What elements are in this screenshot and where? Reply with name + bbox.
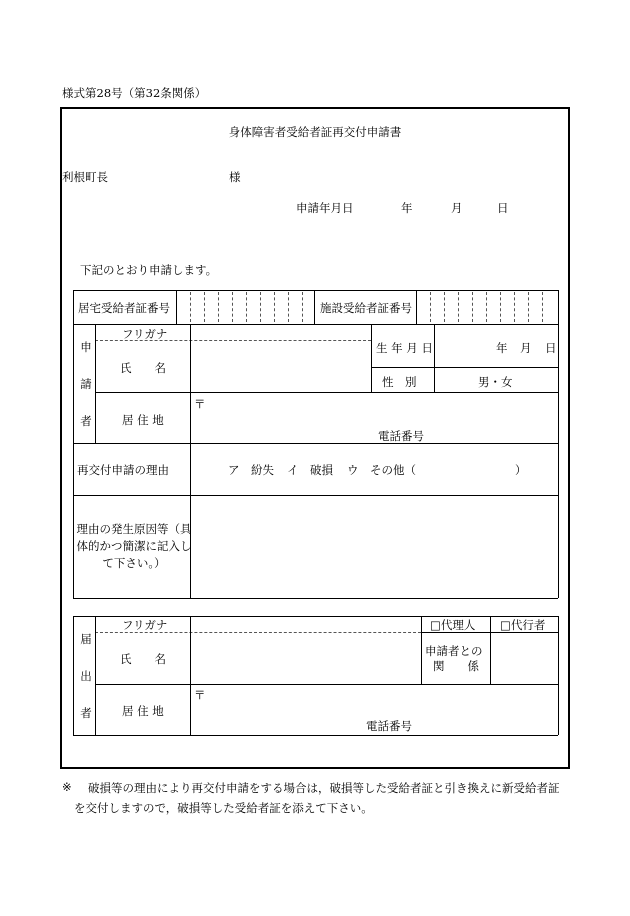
notifier-address-field[interactable] xyxy=(191,685,557,734)
form-title: 身体障害者受給者証再交付申請書 xyxy=(228,125,402,139)
reason-other-option[interactable]: ウ その他（ xyxy=(347,463,416,477)
birth-year: 年 xyxy=(496,341,508,355)
notifier-furigana-label: フリガナ xyxy=(122,618,168,632)
cause-field[interactable] xyxy=(191,496,557,597)
notifier-side-char-3: 者 xyxy=(80,706,92,720)
applicant-side-char-2: 請 xyxy=(80,377,92,391)
applicant-postal-mark: 〒 xyxy=(194,397,206,411)
applicant-address-label: 居 住 地 xyxy=(122,413,164,427)
date-month: 月 xyxy=(451,201,463,215)
applicant-name-field[interactable] xyxy=(191,325,370,391)
notifier-side-char-1: 届 xyxy=(80,632,92,646)
applicant-side-char-1: 申 xyxy=(80,340,92,354)
date-label: 申請年月日 xyxy=(296,201,354,215)
date-day: 日 xyxy=(497,201,509,215)
note-mark: ※ xyxy=(62,780,72,794)
form-number: 様式第28号（第32条関係） xyxy=(62,86,207,100)
reason-other-close: ） xyxy=(515,463,527,477)
agent-checkbox[interactable]: □代理人 xyxy=(430,618,476,632)
honorific: 様 xyxy=(229,170,241,184)
home-cert-label: 居宅受給者証番号 xyxy=(78,301,170,315)
birth-date-label: 生 年 月 日 xyxy=(376,341,433,355)
reason-damage-option[interactable]: イ 破損 xyxy=(287,463,333,477)
proxy-checkbox[interactable]: □代行者 xyxy=(500,618,546,632)
applicant-address-field[interactable] xyxy=(191,393,557,442)
sex-label: 性 別 xyxy=(382,375,417,389)
notifier-name-label: 氏 名 xyxy=(120,652,166,666)
applicant-furigana-label: フリガナ xyxy=(122,327,168,341)
note-line-2: を交付しますので，破損等した受給者証を添えて下さい。 xyxy=(74,801,373,815)
reissue-reason-label: 再交付申請の理由 xyxy=(77,463,169,477)
notifier-side-char-2: 出 xyxy=(80,669,92,683)
facility-cert-label: 施設受給者証番号 xyxy=(320,301,412,315)
applicant-phone-label: 電話番号 xyxy=(378,429,424,443)
facility-cert-number-field[interactable] xyxy=(417,291,557,323)
notifier-phone-label: 電話番号 xyxy=(366,719,412,733)
reason-loss-option[interactable]: ア 紛失 xyxy=(228,463,274,477)
relation-label-line2: 関 係 xyxy=(433,659,479,673)
applicant-name-label: 氏 名 xyxy=(120,361,166,375)
intro-text: 下記のとおり申請します。 xyxy=(80,263,218,277)
relation-label-line1: 申請者との xyxy=(425,644,483,658)
notifier-postal-mark: 〒 xyxy=(194,688,206,702)
addressee: 利根町長 xyxy=(62,170,108,184)
note-line-1: 破損等の理由により再交付申請をする場合は，破損等した受給者証と引き換えに新受給者証 xyxy=(88,781,560,795)
cause-label: 理由の発生原因等（具体的かつ簡潔に記入して下さい。） xyxy=(76,522,192,570)
applicant-side-char-3: 者 xyxy=(80,414,92,428)
birth-day: 日 xyxy=(545,341,557,355)
notifier-address-label: 居 住 地 xyxy=(122,704,164,718)
relation-field[interactable] xyxy=(491,633,557,683)
home-cert-number-field[interactable] xyxy=(190,291,314,323)
notifier-name-field[interactable] xyxy=(191,617,420,683)
date-year: 年 xyxy=(401,201,413,215)
sex-options[interactable]: 男・女 xyxy=(478,375,513,389)
birth-month: 月 xyxy=(520,341,532,355)
birth-date-field[interactable] xyxy=(435,325,557,366)
